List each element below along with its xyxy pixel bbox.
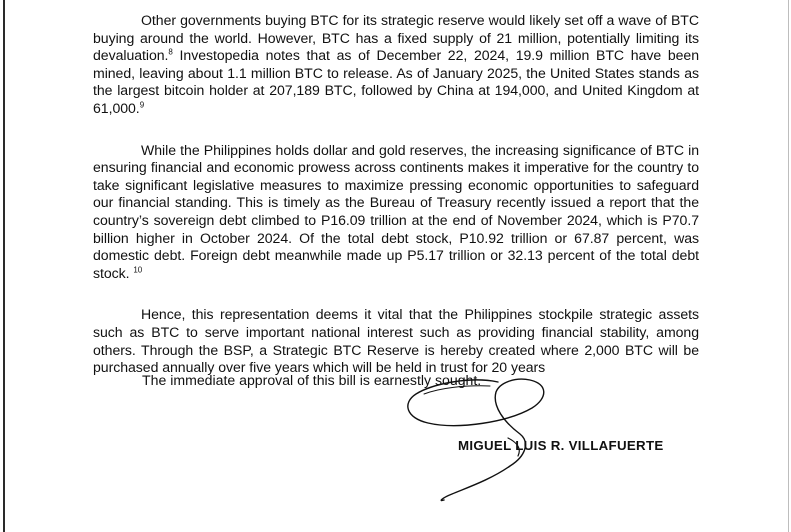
page-left-border: [3, 0, 5, 532]
paragraph-text: Hence, this representation deems it vital that the Philippines stockpile strategic assets such as BTC to serve important national interest such as providing financial stability, among others. Through the BSP, a Strategic BTC Reserve is hereby created where 2,000 BTC will be purchased annually over five years which will be held in trust for 20 years: [93, 306, 699, 376]
signatory-name: MIGUEL LUIS R. VILLAFUERTE: [458, 438, 664, 453]
footnote-ref: 8: [168, 47, 173, 57]
footnote-ref: 9: [139, 100, 145, 110]
paragraph-philippine-debt: [93, 142, 699, 283]
paragraph-text: Investopedia notes that as of December 22, 2024, 19.9 million BTC have been mined, leaving about 1.1 million BTC to release. As of January 2025, the United States stands as the largest bitcoin holder at 207,189 BTC, followed by China at 194,000, and United Kingdom at 61,000.: [93, 47, 699, 116]
paragraph-text: While the Philippines holds dollar and gold reserves, the increasing significance of BTC in ensuring financial and economic prowess across continents makes it imperative for the country to take significant legislative measures to maximize pressing economic opportunities to safeguard our financial standing. This is timely as the Bureau of Treasury recently issued a report that the country’s sovereign debt climbed to P16.09 trillion at the end of November 2024, which is P70.7 billion higher in October 2024. Of the total debt stock, P10.92 trillion or 67.87 percent, was domestic debt. Foreign debt meanwhile made up P5.17 trillion or 32.13 percent of the total debt stock.: [93, 141, 699, 281]
document-body: [93, 12, 699, 401]
paragraph-strategic-reserve: [93, 306, 699, 376]
closing-statement: The immediate approval of this bill is earnestly sought.: [142, 372, 482, 388]
paragraph-btc-supply: [93, 12, 699, 118]
page-right-border: [788, 0, 789, 532]
footnote-ref: 10: [133, 265, 143, 275]
paragraph-text: Other governments buying BTC for its strategic reserve would likely set off a wave of BTC buying around the world. However, BTC has a fixed supply of 21 million, potentially limiting its devaluation.: [93, 12, 699, 64]
